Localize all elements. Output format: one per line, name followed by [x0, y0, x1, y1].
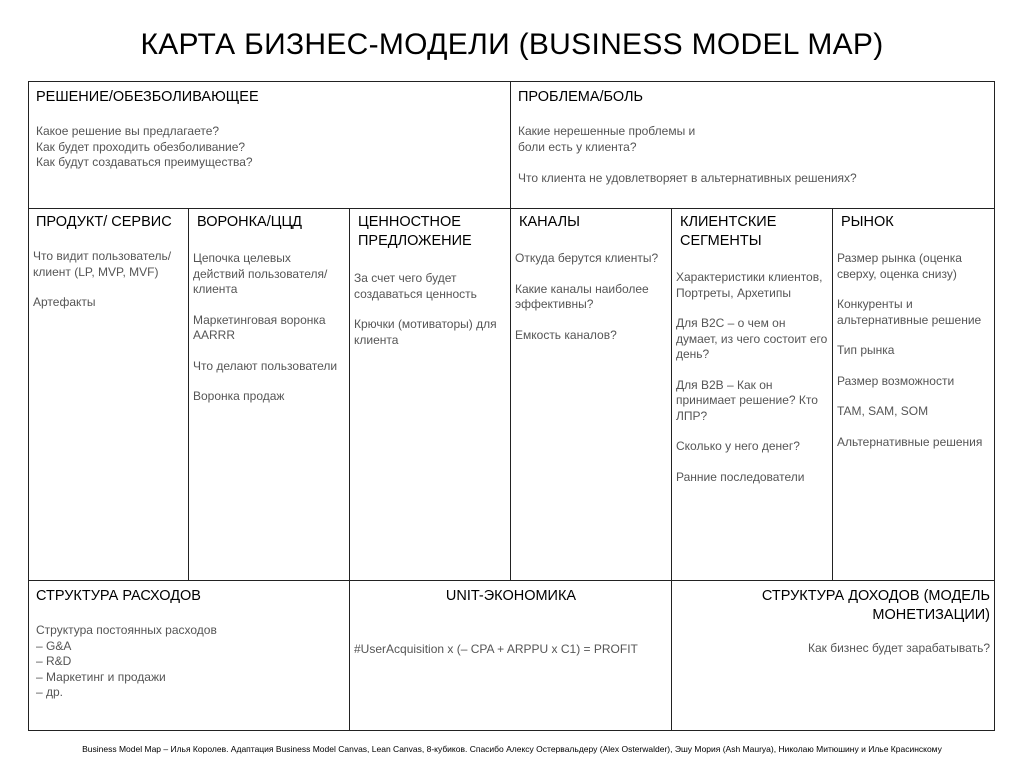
value-item: За счет чего будет создаваться ценность [354, 271, 477, 301]
market-item: Тип рынка [837, 343, 895, 357]
solution-line: Как будут создаваться преимущества? [36, 155, 253, 169]
market-block [837, 213, 991, 450]
solution-block [36, 88, 502, 171]
funnel-items [193, 251, 345, 405]
value-block [354, 213, 506, 348]
channels-item: Какие каналы наиболее эффективны? [515, 281, 649, 311]
product-item: Артефакты [33, 295, 96, 309]
unit-formula: #UserAcquisition x (– CPA + ARPPU x C1) = PROFIT [354, 642, 638, 656]
problem-line: боли есть у клиента? [518, 139, 637, 154]
segments-item: Для B2B – Как он принимает решение? Кто ЛПР? [676, 377, 818, 423]
costs-line: – G&A [36, 638, 72, 653]
funnel-item: Воронка продаж [193, 389, 285, 403]
market-item: Альтернативные решения [837, 434, 983, 449]
segments-block [676, 213, 828, 485]
divider-col-1 [188, 208, 189, 580]
divider-col-5 [832, 208, 833, 580]
problem-heading: ПРОБЛЕМА/БОЛЬ [518, 89, 644, 105]
revenue-block [676, 587, 990, 657]
divider-col-4 [671, 208, 672, 731]
channels-heading: КАНАЛЫ [519, 214, 580, 230]
product-block [33, 213, 183, 311]
problem-extra: Что клиента не удовлетворяет в альтернативных решениях? [518, 171, 857, 185]
funnel-item: Маркетинговая воронка AARRR [193, 312, 326, 342]
divider-col-2 [349, 208, 350, 731]
costs-lines [36, 623, 344, 701]
channels-item: Откуда берутся клиенты? [515, 251, 659, 265]
market-items [837, 251, 991, 450]
divider-top-row [28, 208, 995, 209]
divider-col-3 [510, 208, 511, 580]
market-item: Размер возможности [837, 373, 955, 388]
unit-block [354, 587, 668, 658]
solution-line: Какое решение вы предлагаете? [36, 124, 220, 138]
divider-bottom-row [28, 580, 995, 581]
solution-heading: РЕШЕНИЕ/ОБЕЗБОЛИВАЮЩЕЕ [36, 89, 259, 105]
segments-item: Характеристики клиентов, Портреты, Архетипы [676, 270, 823, 300]
market-item: Размер рынка (оценка сверху, оценка снизу) [837, 251, 962, 281]
divider-top-middle [510, 81, 511, 208]
value-item: Крючки (мотиваторы) для клиента [354, 317, 497, 347]
channels-items [515, 251, 667, 343]
costs-line: – Маркетинг и продажи [36, 669, 166, 684]
market-item: TAM, SAM, SOM [837, 404, 929, 418]
channels-block [515, 213, 667, 343]
costs-heading: СТРУКТУРА РАСХОДОВ [36, 588, 201, 604]
costs-line: – др. [36, 685, 64, 699]
product-heading: ПРОДУКТ/ СЕРВИС [36, 214, 172, 230]
costs-line: Структура постоянных расходов [36, 623, 217, 637]
value-heading: ЦЕННОСТНОЕ ПРЕДЛОЖЕНИЕ [358, 214, 472, 249]
funnel-item: Цепочка целевых действий пользователя/клиента [193, 251, 328, 296]
problem-questions [518, 124, 988, 155]
product-items [33, 249, 183, 311]
revenue-question: Как бизнес будет зарабатывать? [807, 641, 990, 655]
segments-item: Ранние последователи [676, 469, 805, 484]
channels-item: Емкость каналов? [515, 327, 617, 342]
segments-items [676, 270, 828, 485]
product-item: Что видит пользователь/клиент (LP, MVP, MVF) [33, 249, 172, 279]
revenue-heading-line1: СТРУКТУРА ДОХОДОВ (МОДЕЛЬ [761, 588, 990, 604]
page-title: КАРТА БИЗНЕС-МОДЕЛИ (BUSINESS MODEL MAP) [140, 28, 884, 61]
footer-credits: Business Model Map – Илья Королев. Адаптация Business Model Canvas, Lean Canvas, 8-кубиков. Спасибо Алексу Остервальдеру (Alex Osterwalder), Эшу Мория (Ash Maurya), Николаю Митюшину и Илье Красинскому [82, 744, 942, 754]
revenue-heading-line2: МОНЕТИЗАЦИИ) [872, 607, 990, 623]
costs-line: – R&D [36, 654, 72, 668]
solution-questions [36, 124, 502, 171]
market-heading: РЫНОК [841, 214, 894, 230]
market-item: Конкуренты и альтернативные решение [837, 297, 982, 327]
segments-item: Для B2C – о чем он думает, из чего состоит его день? [676, 316, 828, 361]
problem-line: Какие нерешенные проблемы и [518, 124, 696, 138]
problem-block [518, 88, 988, 187]
funnel-block [193, 213, 345, 405]
funnel-heading: ВОРОНКА/ЦЦД [197, 214, 302, 230]
solution-line: Как будет проходить обезболивание? [36, 139, 246, 154]
segments-item: Сколько у него денег? [676, 439, 800, 453]
funnel-item: Что делают пользователи [193, 358, 338, 373]
value-items [354, 271, 506, 348]
unit-heading: UNIT-ЭКОНОМИКА [445, 588, 577, 604]
segments-heading: КЛИЕНТСКИЕ СЕГМЕНТЫ [680, 214, 777, 249]
costs-block [36, 587, 344, 701]
